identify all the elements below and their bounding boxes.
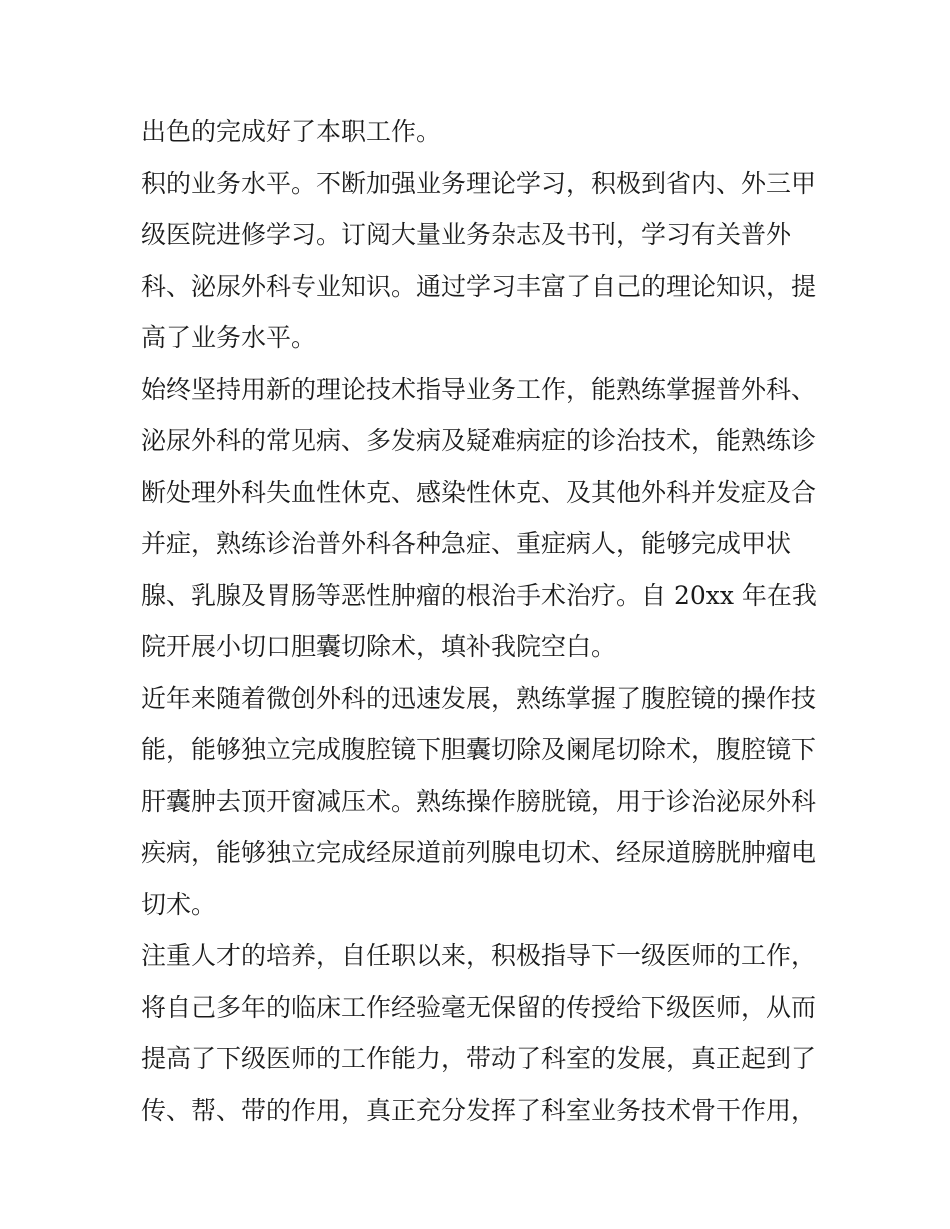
text-line: 断处理外科失血性休克、感染性休克、及其他外科并发症及合 bbox=[141, 477, 817, 507]
text-line: 始终坚持用新的理论技术指导业务工作，能熟练掌握普外科、 bbox=[141, 374, 817, 404]
text-line: 院开展小切口胆囊切除术，填补我院空白。 bbox=[141, 632, 617, 661]
text-line: 传、帮、带的作用，真正充分发挥了科室业务技术骨干作用， bbox=[141, 1095, 817, 1125]
text-line: 积的业务水平。不断加强业务理论学习，积极到省内、外三甲 bbox=[141, 168, 817, 198]
text-line: 级医院进修学习。订阅大量业务杂志及书刊，学习有关普外 bbox=[141, 220, 792, 249]
text-line: 近年来随着微创外科的迅速发展，熟练掌握了腹腔镜的操作技 bbox=[141, 683, 817, 713]
text-line: 肝囊肿去顶开窗减压术。熟练操作膀胱镜，用于诊治泌尿外科 bbox=[141, 786, 817, 816]
text-line: 并症，熟练诊治普外科各种急症、重症病人，能够完成甲状 bbox=[141, 529, 792, 558]
text-line: 出色的完成好了本职工作。 bbox=[141, 117, 442, 146]
text-line: 能，能够独立完成腹腔镜下胆囊切除及阑尾切除术，腹腔镜下 bbox=[141, 735, 817, 764]
text-line: 高了业务水平。 bbox=[141, 323, 317, 352]
text-line: 注重人才的培养，自任职以来，积极指导下一级医师的工作， bbox=[141, 941, 817, 970]
text-line: 腺、乳腺及胃肠等恶性肿瘤的根治手术治疗。自 20xx 年在我 bbox=[141, 580, 817, 610]
text-line: 泌尿外科的常见病、多发病及疑难病症的诊治技术，能熟练诊 bbox=[141, 426, 817, 455]
text-line: 提高了下级医师的工作能力，带动了科室的发展，真正起到了 bbox=[141, 1044, 817, 1073]
text-line: 切术。 bbox=[141, 889, 217, 919]
text-line: 将自己多年的临床工作经验毫无保留的传授给下级医师，从而 bbox=[141, 992, 817, 1022]
text-line: 科、泌尿外科专业知识。通过学习丰富了自己的理论知识，提 bbox=[141, 271, 817, 301]
document-body bbox=[141, 106, 821, 1136]
text-line: 疾病，能够独立完成经尿道前列腺电切术、经尿道膀胱肿瘤电 bbox=[141, 838, 817, 867]
